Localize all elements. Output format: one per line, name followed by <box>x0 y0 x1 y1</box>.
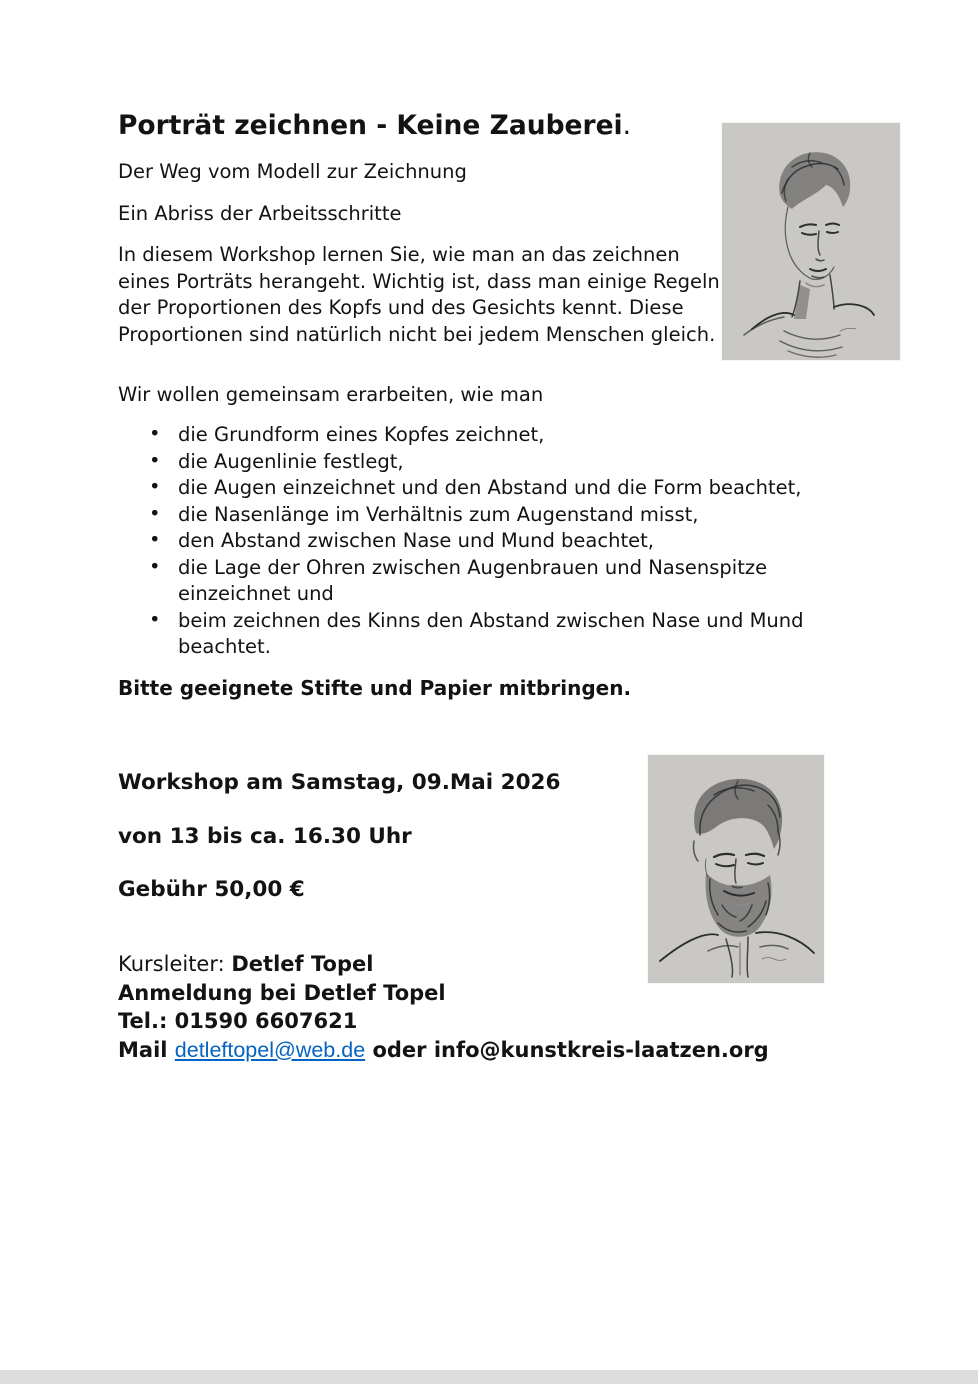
workshop-time-line: von 13 bis ca. 16.30 Uhr <box>118 824 412 849</box>
list-item <box>147 528 847 555</box>
workshop-date-line: Workshop am Samstag, 09.Mai 2026 <box>118 770 561 795</box>
bullet-icon: • <box>149 448 161 472</box>
page-title-period: . <box>622 110 632 141</box>
list-item <box>147 502 847 529</box>
workshop-fee-line: Gebühr 50,00 € <box>118 877 305 902</box>
portrait-sketch-young-person <box>722 123 900 360</box>
list-intro: Wir wollen gemeinsam erarbeiten, wie man <box>118 383 544 406</box>
list-item-text: die Grundform eines Kopfes zeichnet, <box>178 423 545 446</box>
materials-note: Bitte geeignete Stifte und Papier mitbringen. <box>118 676 632 700</box>
subtitle-line-1: Der Weg vom Modell zur Zeichnung <box>118 160 467 183</box>
email-link[interactable]: detleftopel@web.de <box>174 1037 366 1062</box>
bullet-icon: • <box>149 475 161 498</box>
list-item <box>147 449 847 476</box>
page-title-text: Porträt zeichnen - Keine Zauberei <box>118 110 623 141</box>
list-item-text: die Augen einzeichnet und den Abstand und die Form beachtet, <box>178 476 802 499</box>
leader-name: Detlef Topel <box>231 952 374 976</box>
contact-mail-line <box>118 1036 898 1065</box>
list-item <box>147 475 847 502</box>
contact-registration-line: Anmeldung bei Detlef Topel <box>118 980 446 1005</box>
list-item-text: beim zeichnen des Kinns den Abstand zwischen Nase und Mund beachtet. <box>178 608 804 658</box>
bullet-icon: • <box>149 607 161 631</box>
bullet-icon: • <box>149 528 161 551</box>
bullet-icon: • <box>149 422 161 445</box>
portrait-sketch-bearded-man <box>648 755 824 983</box>
list-item-text: die Augenlinie festlegt, <box>178 449 404 473</box>
mail-label: Mail <box>118 1037 175 1062</box>
footer-bar <box>0 1370 978 1384</box>
leader-label: Kursleiter: <box>118 952 232 976</box>
list-item-text: die Lage der Ohren zwischen Augenbrauen und Nasenspitze einzeichnet und <box>178 555 768 605</box>
list-item <box>147 608 847 661</box>
list-item-text: die Nasenlänge im Verhältnis zum Augenstand misst, <box>178 502 699 526</box>
mail-suffix: oder info@kunstkreis-laatzen.org <box>365 1037 769 1062</box>
list-item <box>147 422 847 449</box>
bullet-icon: • <box>149 554 161 578</box>
bullet-icon: • <box>149 501 161 525</box>
subtitle-line-2: Ein Abriss der Arbeitsschritte <box>118 202 402 225</box>
contact-phone-line: Tel.: 01590 6607621 <box>118 1009 358 1033</box>
page-title <box>118 110 631 141</box>
list-item <box>147 555 847 608</box>
portrait-sketch-young-person-drawing <box>722 123 900 360</box>
list-item-text: den Abstand zwischen Nase und Mund beachtet, <box>178 529 654 552</box>
workshop-topic-list <box>147 422 847 661</box>
intro-paragraph: In diesem Workshop lernen Sie, wie man an das zeichnen eines Porträts herangeht. Wichtig ist, dass man einige Regeln der Proportionen des Kopfs und des Gesichts kennt. Diese Proportionen sind natürlich nicht bei jedem Menschen gleich. <box>118 243 720 346</box>
portrait-sketch-bearded-man-drawing <box>648 755 824 983</box>
